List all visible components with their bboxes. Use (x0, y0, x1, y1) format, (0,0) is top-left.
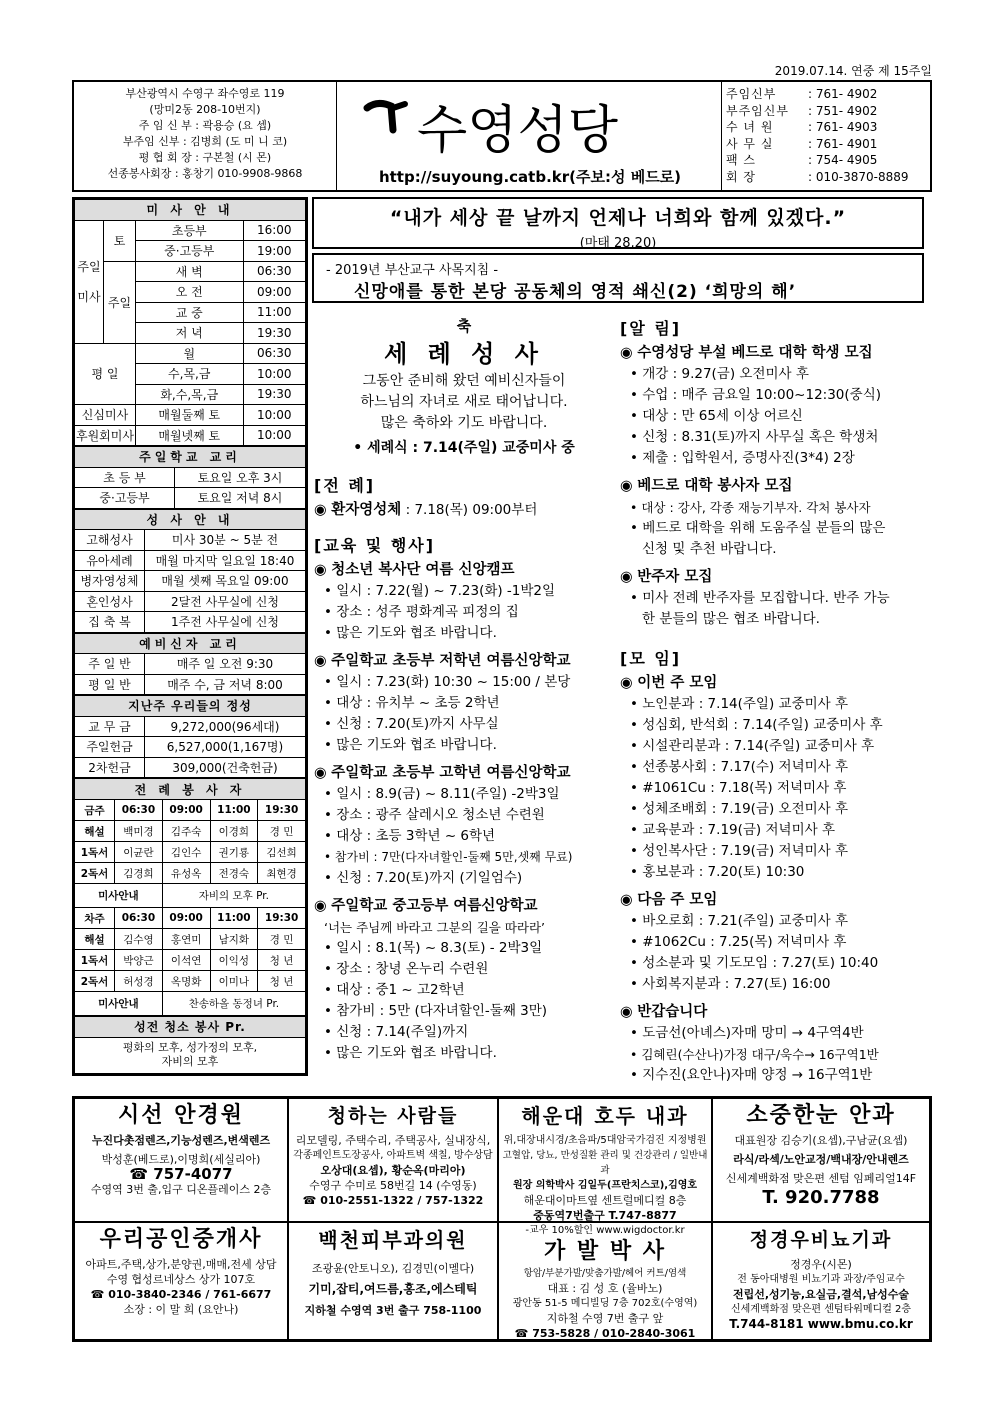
event-item: ◉ 주일학교 초등부 저학년 여름신앙학교 • 일시 : 7.23(화) 10:30 ~ 15:00 / 본당 • 대상 : 유치부 ~ 초등 2학년 • 신청 : 7.20(토)까지 사무실 • 많은 기도와 협조 바랍니다. (314, 650, 614, 756)
sacrament-table: 성 사 안 내 고해성사 미사 30분 ~ 5분 전 유아세례 매월 마지막 일요일 18:40 병자영성체 매월 셋째 목요일 09:00 혼인성사 2달전 사무실에 신청 집 축 복 1주전 사무실에 신청 (74, 509, 306, 633)
contact-row: 수 녀 원 : 761- 4903 (726, 120, 878, 134)
notice-item: ◉ 수영성당 부설 베드로 대학 학생 모집 • 개강 : 9.27(금) 오전미사 후 • 수업 : 매주 금요일 10:00~12:30(중식) • 대상 : 만 65세 이상 어르신 • 신청 : 8.31(토)까지 사무실 혹은 학생처 • 제출 : 입학원서, 증명사진(3*4) 2장 (620, 342, 926, 469)
contact-row: 팩 스 : 754- 4905 (726, 153, 878, 167)
education-heading: [교육 및 행사] (314, 536, 436, 555)
sick-communion: ◉ 환자영성체 : 7.18(목) 09:00부터 (314, 499, 614, 521)
ad-remodeling: 청하는 사람들 리모델링, 주택수리, 주택공사, 실내장식, 각종페인트도장공사, 아파트벽 색칠, 방수상담 오상대(요셉), 황순옥(마리아) 수영구 수미로 58번길 14 (수영동) ☎ 010-2551-1322 / 757-1322 (288, 1098, 498, 1222)
logo-area (336, 82, 722, 190)
patron-label: (주보:성 베드로) (569, 168, 682, 186)
catechumen-table: 예비신자 교리 주 일 반 매주 일 오전 9:30 평 일 반 매주 수, 금 저녁 8:00 (74, 633, 306, 696)
baptism-notice: 축 세 례 성 사 그동안 준비해 왔던 예비신자들이 하느님의 자녀로 새로 태어납니다. 많은 축하와 기도 바랍니다. • 세례식 : 7.14(주일) 교중미사 중 (314, 316, 614, 459)
address-line: (망미2동 208-10번지) (149, 103, 261, 116)
ad-urology: 정경우비뇨기과 정경우(시몬) 전 동아대병원 비뇨기과 과장/주임교수 전립선,성기능,요실금,결석,남성수술 신세계백화점 맞은편 센텀타워메디컬 2층 T.744-8181 www.bmu.co.kr (712, 1222, 930, 1340)
ad-wig-shop: -교우 10%할인 www.wigdoctor.kr 가 발 박 사 항암/부분가발/맞춤가발/헤어 커트/염색 대표 : 김 성 호 (율바노) 광안동 51-5 메디빌딩 7층 702호(수영역) 지하철 수영 7번 출구 앞 ☎ 753-5828 / 010-2840-3061 (498, 1222, 712, 1340)
ad-eye-clinic: 소중한눈 안과 대표원장 김승기(요셉),구남균(요셉) 라식/라섹/노안교정/백내장/안내렌즈 신세계백화점 맞은편 센텀 임페리얼14F T. 920.7788 (712, 1098, 930, 1222)
url-line (341, 166, 719, 187)
meeting-item: ◉ 반갑습니다 • 도금선(아녜스)자매 망미 → 4구역4반 • 김혜린(수산나)가정 대구/욱수→ 16구역1반 • 지수진(요안나)자매 양정 → 16구역1반 (620, 1001, 926, 1086)
cleaning-table: 성전 청소 봉사 Pr. 평화의 모후, 성가정의 모후, 자비의 모후 (74, 1016, 306, 1074)
website-link[interactable]: http://suyoung.catb.kr (378, 168, 570, 186)
ad-optician: 시선 안경원 누진다촛점렌즈,기능성렌즈,변색렌즈 박성훈(베드로),이명희(세실리아) ☎ 757-4077 수영역 3번 출,입구 디온플레이스 2층 (74, 1098, 288, 1222)
right-column (620, 316, 926, 1086)
notice-item: ◉ 베드로 대학 봉사자 모집 • 대상 : 강사, 각종 재능기부자. 각처 봉사자 • 베드로 대학을 위해 도움주실 분들의 많은 신청 및 추천 바랍니다. (620, 475, 926, 560)
pastor-line: 주 임 신 부 : 곽용승 (요 셉) (138, 119, 272, 132)
middle-column (314, 316, 614, 1064)
ad-clinic: 해운대 호두 내과 위,대장내시경/초음파/5대암국가검진 지정병원 고혈압, 당뇨, 만성질환 관리 및 건강관리 / 일반내과 원장 의학박사 김일두(프란치스코),김영호 해운대이마트옆 센트럴메디컬 8층 중동역7번출구 T.747-8877 (498, 1098, 712, 1222)
servers-table: 전 례 봉 사 자 금주 06:30 09:00 11:00 19:30 해설 백미경 김주숙 이경희 경 민 1독서 이균란 김인수 권기룡 김선희 2독서 김경희 유성옥 전경숙 최현경 미사안내 자비의 모후 Pr. 차주 06:30 09:00 11:00 19:30 해설 김수영 홍연미 남지화 경 민 1독서 박양근 이석연 이익성 청 년 2독서 허성경 옥명화 이미나 청 년 미사안내 찬송하올 동정녀 Pr. (74, 778, 306, 1016)
celebration-icon: 축 (456, 317, 472, 335)
contact-row: 주임신부 : 761- 4902 (726, 87, 878, 101)
parish-logo (357, 90, 707, 162)
header (72, 80, 932, 192)
offering-table: 지난주 우리들의 정성 교 무 금 9,272,000(96세대) 주일헌금 6,527,000(1,167명) 2차헌금 309,000(건축헌금) (74, 695, 306, 778)
notice-heading: [알 림] (620, 319, 682, 338)
event-item: ◉ 청소년 복사단 여름 신앙캠프 • 일시 : 7.22(월) ~ 7.23(화) -1박2일 • 장소 : 성주 평화계곡 피정의 집 • 많은 기도와 협조 바랍니다. (314, 559, 614, 644)
meeting-item: ◉ 다음 주 모임 • 바오로회 : 7.21(주일) 교중미사 후 • #1062Cu : 7.25(목) 저녁미사 후 • 성소분과 및 기도모임 : 7.27(토) 10:40 • 사회복지분과 : 7.27(토) 16:00 (620, 889, 926, 995)
assistant-line: 부주임 신부 : 김병희 (도 미 니 코) (122, 135, 288, 148)
parish-info (80, 86, 330, 182)
funeral-line: 선종봉사회장 : 홍창기 010-9908-9868 (107, 167, 303, 180)
contact-list (726, 86, 930, 185)
contact-row: 부주임신부 : 751- 4902 (726, 103, 878, 118)
contact-row: 회 장 : 010-3870-8889 (726, 169, 909, 184)
ad-section (72, 1096, 932, 1342)
scripture-quote: “내가 세상 끝 날까지 언제나 너희와 함께 있겠다.” (마태 28,20) (312, 197, 924, 249)
school-table: 주일학교 교리 초 등 부 토요일 오후 3시 중·고등부 토요일 저녁 8시 (74, 446, 306, 509)
contact-row: 사 무 실 : 761- 4901 (726, 136, 878, 151)
council-line: 평 협 회 장 : 구본철 (시 몬) (138, 151, 272, 164)
event-item: ◉ 주일학교 중고등부 여름신앙학교 ‘너는 주님께 바라고 그분의 길을 따라라’ • 일시 : 8.1(목) ~ 8.3(토) - 2박3일 • 장소 : 창녕 온누리 수련원 • 대상 : 중1 ~ 고2학년 • 참가비 : 5만 (다자녀할인-둘째 3만) • 신청 : 7.14(주일)까지 • 많은 기도와 협조 바랍니다. (314, 895, 614, 1064)
meeting-heading: [모 임] (620, 649, 682, 668)
mass-table: 미 사 안 내 주일미사 토 초등부 16:00 중·고등부 19:00 주일 새 벽 06:30 오 전 09:00 교 중 11:00 저 녁 19:30 평 일 월 06:30 수,목,금 10:00 화,수,목,금 19:30 신심미사 매월둘째 토 10:00 후원회미사 매월넷째 토 10:00 (74, 199, 306, 446)
ad-dermatology: 백천피부과의원 조광윤(안토니오), 김경민(이멜다) 기미,잡티,여드름,홍조,에스테틱 지하철 수영역 3번 출구 758-1100 (288, 1222, 498, 1340)
event-item: ◉ 주일학교 초등부 고학년 여름신앙학교 • 일시 : 8.9(금) ~ 8.11(주일) -2박3일 • 장소 : 광주 살레시오 청소년 수련원 • 대상 : 초등 3학년 ~ 6학년 • 참가비 : 7만(다자녀할인-둘째 5만,셋째 무료) • 신청 : 7.20(토)까지 (기일엄수) (314, 762, 614, 889)
address-line: 부산광역시 수영구 좌수영로 119 (125, 87, 285, 100)
notice-item: ◉ 반주자 모집 • 미사 전례 반주자를 모집합니다. 반주 가능 한 분들의 많은 협조 바랍니다. (620, 566, 926, 630)
mass-title: 미 사 안 내 (75, 200, 306, 221)
logo-text: 수영성당 (417, 101, 618, 161)
liturgy-heading: [전 례] (314, 476, 376, 495)
schedule-sidebar (72, 197, 308, 1076)
issue-date: 2019.07.14. 연중 제 15주일 (774, 64, 932, 78)
ad-realtor: 우리공인중개사 아파트,주택,상가,분양권,매매,전세 상담 수영 협성르네상스 상가 107호 ☎ 010-3840-2346 / 761-6677 소장 : 이 말 희 (요안나) (74, 1222, 288, 1340)
pastoral-policy: - 2019년 부산교구 사목지침 - 신망애를 통한 본당 공동체의 영적 쇄신(2) ‘희망의 해’ (312, 253, 924, 303)
meeting-item: ◉ 이번 주 모임 • 노인분과 : 7.14(주일) 교중미사 후 • 성심회, 반석회 : 7.14(주일) 교중미사 후 • 시설관리분과 : 7.14(주일) 교중미사 후 • 선종봉사회 : 7.17(수) 저녁미사 후 • #1061Cu : 7.18(목) 저녁미사 후 • 성체조배회 : 7.19(금) 오전미사 후 • 교육분과 : 7.19(금) 저녁미사 후 • 성인복사단 : 7.19(금) 저녁미사 후 • 홍보분과 : 7.20(토) 10:30 (620, 672, 926, 883)
